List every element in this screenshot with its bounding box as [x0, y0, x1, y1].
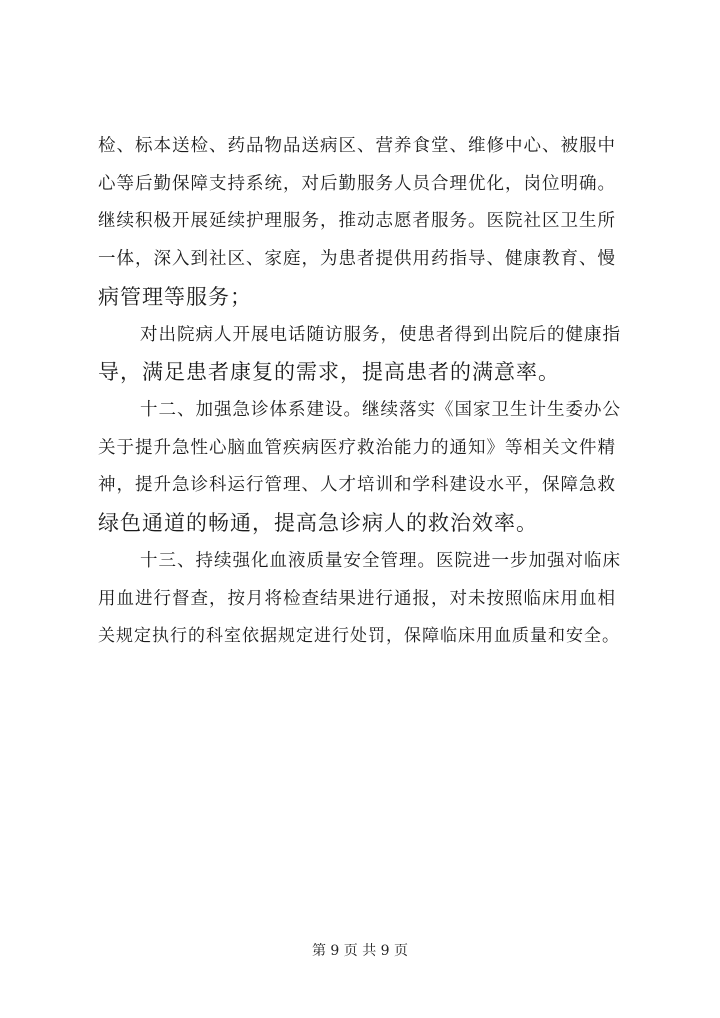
text-line: 关规定执行的科室依据规定进行处罚，保障临床用血质量和安全。	[98, 626, 620, 646]
text-line: 用血进行督查，按月将检查结果进行通报，对未按照临床用血相	[98, 589, 616, 609]
text-line: 关于提升急性心脑血管疾病医疗救治能力的通知》等相关文件精	[98, 438, 616, 458]
paragraph-first-line: 十三、持续强化血液质量安全管理。医院进一步加强对临床	[140, 551, 621, 571]
page-footer: 第 9 页 共 9 页	[311, 943, 409, 959]
text-line: 一体，深入到社区、家庭，为患者提供用药指导、健康教育、慢	[98, 249, 616, 269]
text-line: 心等后勤保障支持系统，对后勤服务人员合理优化，岗位明确。	[98, 174, 616, 194]
paragraph-first-line: 对出院病人开展电话随访服务，使患者得到出院后的健康指	[140, 325, 621, 345]
text-line: 继续积极开展延续护理服务，推动志愿者服务。医院社区卫生所	[98, 211, 616, 231]
text-line: 绿色通道的畅通，提高急诊病人的救治效率。	[98, 511, 538, 535]
text-line: 导，满足患者康复的需求，提高患者的满意率。	[98, 360, 560, 384]
text-line: 神，提升急诊科运行管理、人才培训和学科建设水平，保障急救	[98, 475, 616, 495]
text-line: 病管理等服务；	[98, 285, 252, 309]
paragraph-first-line: 十二、加强急诊体系建设。继续落实《国家卫生计生委办公	[140, 400, 621, 420]
text-line: 检、标本送检、药品物品送病区、营养食堂、维修中心、被服中	[98, 136, 616, 156]
